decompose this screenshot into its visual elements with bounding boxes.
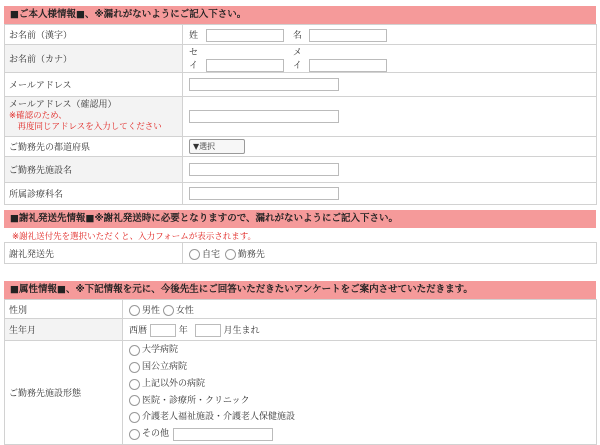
attr-table	[4, 299, 597, 445]
sei-label: 姓	[189, 30, 199, 41]
facility-type-label-3: 医院・診療所・クリニック	[142, 395, 250, 406]
email-confirm-label: メールアドレス（確認用）	[9, 100, 117, 110]
prefecture-select[interactable]: ▼選択	[189, 139, 245, 154]
facility-name-input[interactable]	[189, 163, 339, 176]
attr-info-header: ■属性情報■、※下記情報を元に、今後先生にご回答いただきたいアンケートをご案内させていただきます。	[4, 281, 596, 299]
gender-cell	[123, 300, 597, 319]
department-label: 所属診療科名	[5, 183, 183, 205]
mei-kana-input[interactable]	[309, 59, 387, 72]
facility-type-option[interactable]	[129, 409, 596, 426]
email-confirm-cell	[5, 97, 183, 137]
gift-dest-label: 謝礼発送先	[5, 243, 183, 264]
name-kana-label: お名前（カナ）	[5, 45, 183, 73]
female-label: 女性	[175, 305, 194, 316]
gift-dest-cell	[183, 243, 597, 264]
mei-label: 名	[292, 30, 302, 41]
gender-label: 性別	[5, 300, 123, 319]
email-confirm-input[interactable]	[189, 110, 339, 123]
home-radio-label: 自宅	[202, 249, 221, 260]
male-radio[interactable]	[129, 305, 140, 316]
facility-type-option[interactable]	[129, 342, 596, 359]
facility-type-option[interactable]	[129, 426, 596, 443]
home-radio[interactable]	[189, 249, 200, 260]
facility-type-label: ご勤務先施設形態	[5, 341, 123, 445]
email-confirm-value-cell	[183, 97, 597, 137]
email-confirm-note-1: ※確認のため、	[9, 111, 67, 121]
seireki-label: 西暦	[129, 325, 148, 336]
facility-type-option[interactable]	[129, 359, 596, 376]
sei-kana-input[interactable]	[206, 59, 284, 72]
work-radio[interactable]	[225, 249, 236, 260]
facility-name-cell	[183, 157, 597, 183]
facility-type-cell	[123, 341, 597, 445]
mei-kana-label: メイ	[292, 48, 302, 71]
facility-type-radio[interactable]	[129, 395, 140, 406]
sei-input[interactable]	[206, 29, 284, 42]
facility-type-radio[interactable]	[129, 379, 140, 390]
facility-type-radio[interactable]	[129, 412, 140, 423]
facility-type-option[interactable]	[129, 393, 596, 410]
prefecture-label: ご勤務先の都道府県	[5, 137, 183, 157]
facility-type-label-0: 大学病院	[142, 345, 179, 356]
personal-info-header: ■ご本人様情報■、※漏れがないようにご記入下さい。	[4, 6, 596, 24]
gift-info-header: ■謝礼発送先情報■※謝礼発送時に必要となりますので、漏れがないようにご記入下さい。	[4, 210, 596, 228]
facility-type-label-4: 介護老人福祉施設・介護老人保健施設	[142, 412, 296, 423]
email-label: メールアドレス	[5, 73, 183, 97]
facility-type-label-5: その他	[142, 429, 170, 440]
email-cell	[183, 73, 597, 97]
male-label: 男性	[142, 305, 161, 316]
gift-table	[4, 242, 597, 264]
email-confirm-note-2: 再度同じアドレスを入力してください	[9, 122, 162, 132]
prefecture-cell	[183, 137, 597, 157]
year-label: 年	[178, 325, 188, 336]
facility-type-radio[interactable]	[129, 345, 140, 356]
gift-note: ※謝礼送付先を選択いただくと、入力フォームが表示されます。	[12, 232, 257, 242]
facility-type-radio[interactable]	[129, 362, 140, 373]
mei-input[interactable]	[309, 29, 387, 42]
facility-name-label: ご勤務先施設名	[5, 157, 183, 183]
personal-info-table	[4, 24, 597, 205]
sei-kana-label: セイ	[189, 48, 199, 71]
name-kana-cell	[183, 45, 597, 73]
name-kanji-label: お名前（漢字）	[5, 25, 183, 45]
facility-type-radio[interactable]	[129, 429, 140, 440]
facility-type-option[interactable]	[129, 376, 596, 393]
department-cell	[183, 183, 597, 205]
birth-year-input[interactable]	[150, 324, 176, 337]
birth-month-input[interactable]	[195, 324, 221, 337]
facility-type-label-2: 上記以外の病院	[142, 378, 206, 389]
other-facility-input[interactable]	[173, 428, 273, 441]
email-input[interactable]	[189, 78, 339, 91]
name-kanji-cell	[183, 25, 597, 45]
month-label: 月生まれ	[223, 325, 260, 336]
work-radio-label: 勤務先	[237, 249, 265, 260]
department-input[interactable]	[189, 187, 339, 200]
facility-type-label-1: 国公立病院	[142, 361, 188, 372]
birth-cell	[123, 319, 597, 341]
female-radio[interactable]	[163, 305, 174, 316]
birth-label: 生年月	[5, 319, 123, 341]
